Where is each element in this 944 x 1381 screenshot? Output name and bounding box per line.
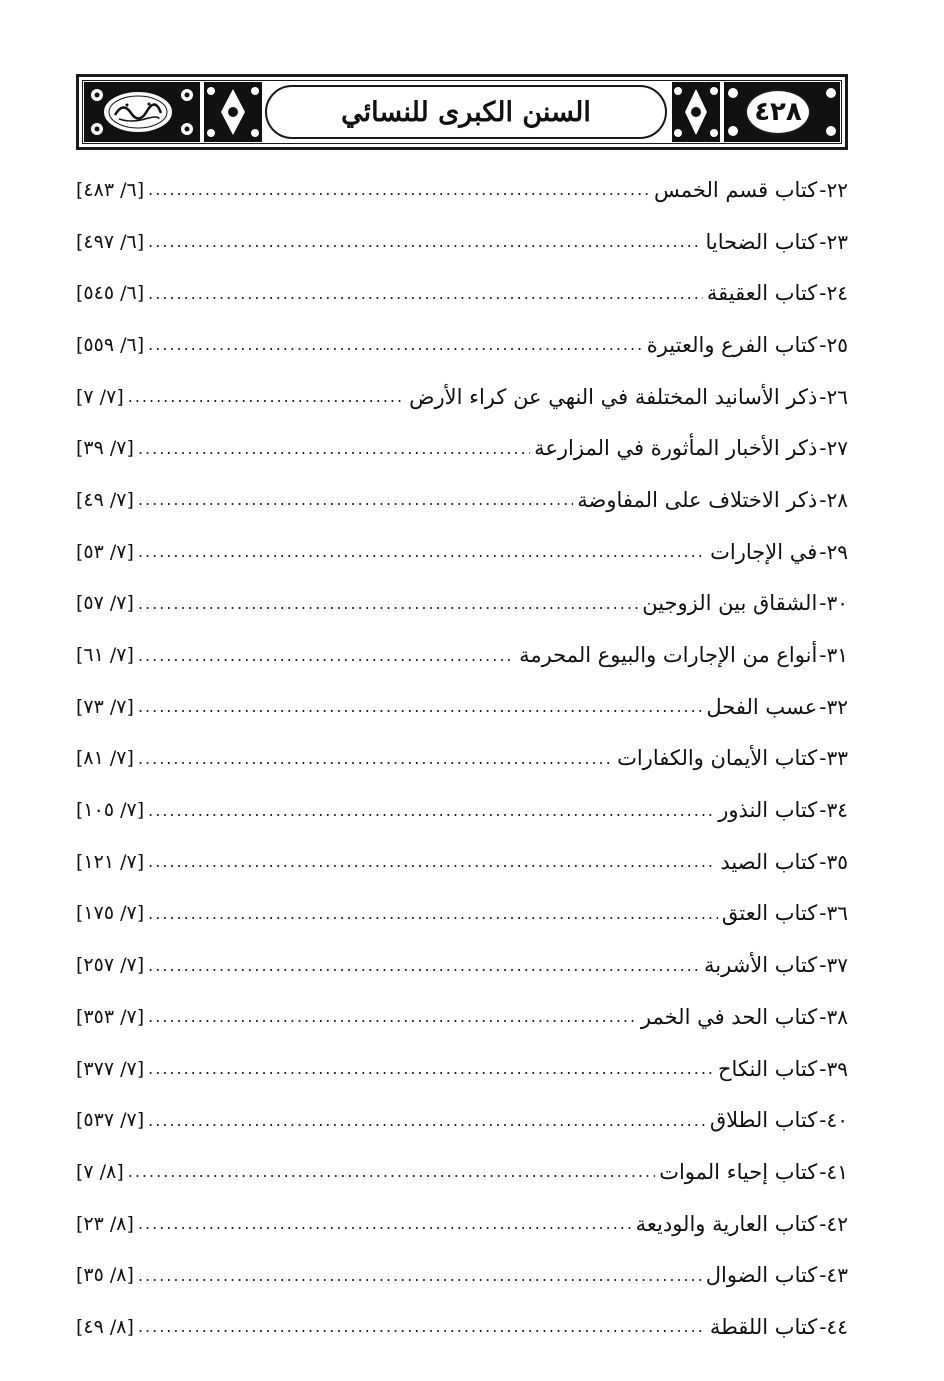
entry-title: أنواع من الإجارات والبيوع المحرمة [519, 643, 818, 668]
entry-reference: [٧/ ٥٣٧] [76, 1109, 145, 1132]
entry-reference: [٧/ ٧] [76, 385, 124, 408]
entry-title: ذكر الأسانيد المختلفة في النهي عن كراء الأرض [409, 384, 818, 409]
page-number-badge [745, 89, 811, 135]
toc-entry[interactable] [76, 939, 848, 991]
toc-entry[interactable] [76, 371, 848, 423]
toc-entry[interactable] [76, 888, 848, 940]
page-number: ٤٢٨ [754, 97, 802, 127]
dot-leader [148, 232, 701, 251]
entry-title: كتاب العتق [721, 901, 818, 926]
entry-number: ٣٠- [819, 591, 848, 616]
toc-entry[interactable] [76, 216, 848, 268]
entry-title: كتاب قسم الخمس [653, 177, 818, 202]
entry-reference: [٧/ ٧٣] [76, 695, 134, 718]
dot-leader [148, 956, 700, 975]
toc-entry[interactable] [76, 836, 848, 888]
toc-entry[interactable] [76, 681, 848, 733]
entry-title: كتاب الحد في الخمر [640, 1004, 818, 1029]
entry-number: ٣٨- [819, 1004, 848, 1029]
entry-number: ٣٩- [819, 1056, 848, 1081]
dot-leader [138, 1317, 706, 1336]
entry-reference: [٧/ ٤٩] [76, 488, 134, 511]
toc-entry[interactable] [76, 629, 848, 681]
entry-number: ٤٤- [819, 1314, 848, 1339]
entry-number: ٣١- [819, 643, 848, 668]
entry-title: كتاب اللقطة [709, 1314, 818, 1339]
dot-leader [148, 1007, 637, 1026]
entry-number: ٤٢- [819, 1211, 848, 1236]
entry-reference: [٧/ ١٧٥] [76, 902, 145, 925]
entry-reference: [٦/ ٤٨٣] [76, 178, 145, 201]
entry-title: كتاب النذور [718, 798, 818, 823]
entry-number: ٣٣- [819, 746, 848, 771]
entry-title: كتاب العارية والوديعة [635, 1211, 818, 1236]
entry-reference: [٨/ ٢٣] [76, 1212, 134, 1235]
entry-title: في الإجارات [710, 539, 818, 564]
toc-entry[interactable] [76, 1094, 848, 1146]
entry-reference: [٧/ ٥٧] [76, 592, 134, 615]
dot-leader [148, 335, 643, 354]
toc-entry[interactable] [76, 422, 848, 474]
entry-number: ٣٤- [819, 798, 848, 823]
dot-leader [148, 1059, 714, 1078]
toc-entry[interactable] [76, 991, 848, 1043]
entry-reference: [٧/ ١٢١] [76, 850, 145, 873]
toc-entry[interactable] [76, 1146, 848, 1198]
toc-entry[interactable] [76, 267, 848, 319]
toc-entry[interactable] [76, 784, 848, 836]
entry-title: كتاب العقيقة [706, 281, 818, 306]
entry-number: ٢٣- [819, 229, 848, 254]
entry-reference: [٦/ ٥٤٥] [76, 282, 145, 305]
ornament-left-mid-icon [203, 81, 263, 143]
dot-leader [138, 646, 515, 665]
toc-entry[interactable] [76, 1198, 848, 1250]
dot-leader [128, 387, 405, 406]
entry-reference: [٧/ ٣٩] [76, 437, 134, 460]
dot-leader [138, 542, 706, 561]
toc-entry[interactable] [76, 1301, 848, 1353]
entry-number: ٣٧- [819, 953, 848, 978]
dot-leader [138, 749, 613, 768]
dot-leader [148, 1111, 706, 1130]
entry-number: ٣٢- [819, 694, 848, 719]
toc-entry[interactable] [76, 1043, 848, 1095]
entry-title: ذكر الاختلاف على المفاوضة [577, 487, 818, 512]
dot-leader [138, 439, 530, 458]
dot-leader [148, 801, 714, 820]
entry-reference: [٧/ ٥٣] [76, 540, 134, 563]
entry-number: ٢٧- [819, 436, 848, 461]
dot-leader [138, 594, 638, 613]
entry-title: كتاب الأشربة [704, 953, 818, 978]
entry-title: كتاب الصيد [720, 849, 818, 874]
entry-title: كتاب الضحايا [705, 229, 818, 254]
entry-reference: [٨/ ٧] [76, 1160, 124, 1183]
entry-number: ٣٥- [819, 849, 848, 874]
dot-leader [138, 1214, 632, 1233]
toc-entry[interactable] [76, 474, 848, 526]
toc-entry[interactable] [76, 319, 848, 371]
ornament-right-mid-icon [671, 81, 721, 143]
entry-number: ٢٩- [819, 539, 848, 564]
dot-leader [148, 904, 718, 923]
entry-reference: [٨/ ٣٥] [76, 1264, 134, 1287]
toc-entry[interactable] [76, 733, 848, 785]
dot-leader [148, 180, 650, 199]
title-cartouche [265, 85, 667, 139]
entry-title: كتاب النكاح [717, 1056, 818, 1081]
entry-reference: [٧/ ١٠٥] [76, 799, 145, 822]
entry-number: ٤٣- [819, 1263, 848, 1288]
entry-number: ٢٥- [819, 332, 848, 357]
entry-title: كتاب الأيمان والكفارات [617, 746, 818, 771]
entry-reference: [٨/ ٤٩] [76, 1315, 134, 1338]
book-seal-logo-icon [101, 89, 175, 135]
entry-title: ذكر الأخبار المأثورة في المزارعة [534, 436, 818, 461]
entry-reference: [٧/ ٦١] [76, 644, 134, 667]
entry-number: ٢٤- [819, 281, 848, 306]
entry-title: كتاب الضوال [705, 1263, 818, 1288]
entry-title: عسب الفحل [706, 694, 818, 719]
entry-reference: [٦/ ٤٩٧] [76, 230, 145, 253]
entry-reference: [٦/ ٥٥٩] [76, 333, 145, 356]
book-title: السنن الكبرى للنسائي [341, 96, 591, 128]
entry-title: كتاب إحياء الموات [659, 1159, 818, 1184]
toc-entry[interactable] [76, 1249, 848, 1301]
entry-number: ٤٠- [819, 1108, 848, 1133]
entry-title: كتاب الفرع والعتيرة [646, 332, 818, 357]
entry-number: ٤١- [819, 1159, 848, 1184]
entry-number: ٣٦- [819, 901, 848, 926]
dot-leader [138, 490, 573, 509]
dot-leader [148, 284, 703, 303]
entry-reference: [٧/ ٣٥٣] [76, 1005, 145, 1028]
page-header [76, 74, 848, 150]
toc-entry[interactable] [76, 578, 848, 630]
entry-reference: [٧/ ٣٧٧] [76, 1057, 145, 1080]
dot-leader [128, 1162, 655, 1181]
entry-number: ٢٨- [819, 487, 848, 512]
dot-leader [138, 1266, 702, 1285]
entry-number: ٢٦- [819, 384, 848, 409]
entry-number: ٢٢- [819, 177, 848, 202]
toc-entry[interactable] [76, 526, 848, 578]
entry-title: كتاب الطلاق [709, 1108, 818, 1133]
table-of-contents [76, 164, 848, 1353]
entry-reference: [٧/ ٨١] [76, 747, 134, 770]
entry-title: الشقاق بين الزوجين [642, 591, 818, 616]
toc-entry[interactable] [76, 164, 848, 216]
dot-leader [138, 697, 702, 716]
dot-leader [148, 852, 716, 871]
entry-reference: [٧/ ٢٥٧] [76, 954, 145, 977]
